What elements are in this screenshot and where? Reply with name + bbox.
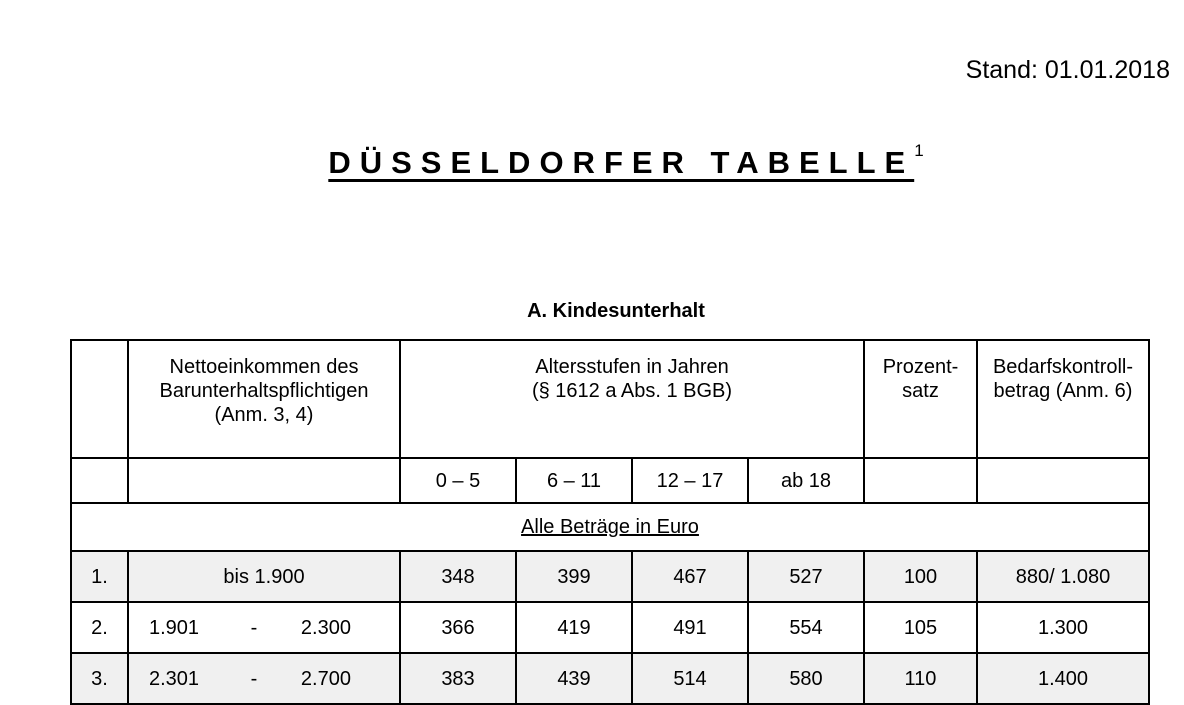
- amount-cell: 514: [632, 653, 748, 704]
- header-age-groups-cell: [400, 340, 864, 458]
- percent-cell: 105: [864, 602, 977, 653]
- amount-cell: 439: [516, 653, 632, 704]
- income-to: 2.300: [300, 616, 351, 639]
- header-number-cell: [71, 340, 128, 458]
- income-from: 2.301: [149, 667, 200, 690]
- age-group-cell: 12 – 17: [632, 458, 748, 503]
- table-row: [71, 602, 1149, 653]
- header-percent-cell: [864, 340, 977, 458]
- empty-cell: [977, 458, 1149, 503]
- control-amount-cell: 880/ 1.080: [977, 551, 1149, 602]
- percent-cell: 110: [864, 653, 977, 704]
- income-to: 2.700: [300, 667, 351, 690]
- stand-date: Stand: 01.01.2018: [965, 56, 1170, 84]
- amount-cell: 491: [632, 602, 748, 653]
- table-header-row: [71, 340, 1149, 458]
- header-income-line: Nettoeinkommen des: [169, 356, 359, 378]
- range-dash: -: [250, 616, 258, 639]
- header-age-line: Altersstufen in Jahren: [535, 356, 729, 378]
- income-range: [129, 616, 399, 640]
- header-control-line: Bedarfskontroll-: [992, 356, 1134, 378]
- income-from: 1.901: [149, 616, 200, 639]
- currency-note-cell: [71, 503, 1149, 551]
- amount-cell: 366: [400, 602, 516, 653]
- table-row: [71, 653, 1149, 704]
- header-percent-line: Prozent-: [882, 356, 959, 378]
- amount-cell: 554: [748, 602, 864, 653]
- header-income-cell: [128, 340, 400, 458]
- amount-cell: 419: [516, 602, 632, 653]
- title-footnote-marker: 1: [914, 141, 924, 160]
- range-dash: -: [250, 667, 258, 690]
- header-percent-line: satz: [902, 380, 939, 402]
- table-row: [71, 551, 1149, 602]
- header-control-line: betrag (Anm. 6): [993, 380, 1133, 402]
- empty-cell: [71, 458, 128, 503]
- empty-cell: [128, 458, 400, 503]
- row-number: 1.: [71, 551, 128, 602]
- document-title: [328, 141, 924, 181]
- empty-cell: [864, 458, 977, 503]
- header-income-line: (Anm. 3, 4): [214, 404, 314, 426]
- percent-cell: 100: [864, 551, 977, 602]
- amount-cell: 580: [748, 653, 864, 704]
- support-table: [70, 339, 1150, 705]
- amount-cell: 467: [632, 551, 748, 602]
- currency-note-row: [71, 503, 1149, 551]
- age-group-cell: ab 18: [748, 458, 864, 503]
- section-heading: A. Kindesunterhalt: [527, 300, 705, 322]
- income-range-cell: bis 1.900: [128, 551, 400, 602]
- age-groups-row: [71, 458, 1149, 503]
- control-amount-cell: 1.300: [977, 602, 1149, 653]
- amount-cell: 527: [748, 551, 864, 602]
- income-range-cell: [128, 602, 400, 653]
- age-group-cell: 6 – 11: [516, 458, 632, 503]
- control-amount-cell: 1.400: [977, 653, 1149, 704]
- amount-cell: 348: [400, 551, 516, 602]
- currency-note: Alle Beträge in Euro: [521, 516, 699, 538]
- income-range-cell: [128, 653, 400, 704]
- header-age-line: (§ 1612 a Abs. 1 BGB): [531, 380, 733, 402]
- header-control-cell: [977, 340, 1149, 458]
- title-container: [0, 141, 1184, 181]
- header-income-line: Barunterhaltspflichtigen: [159, 380, 369, 402]
- age-group-cell: 0 – 5: [400, 458, 516, 503]
- income-range: [129, 667, 399, 691]
- amount-cell: 383: [400, 653, 516, 704]
- row-number: 3.: [71, 653, 128, 704]
- row-number: 2.: [71, 602, 128, 653]
- document-title-text: DÜSSELDORFER TABELLE: [328, 145, 915, 180]
- amount-cell: 399: [516, 551, 632, 602]
